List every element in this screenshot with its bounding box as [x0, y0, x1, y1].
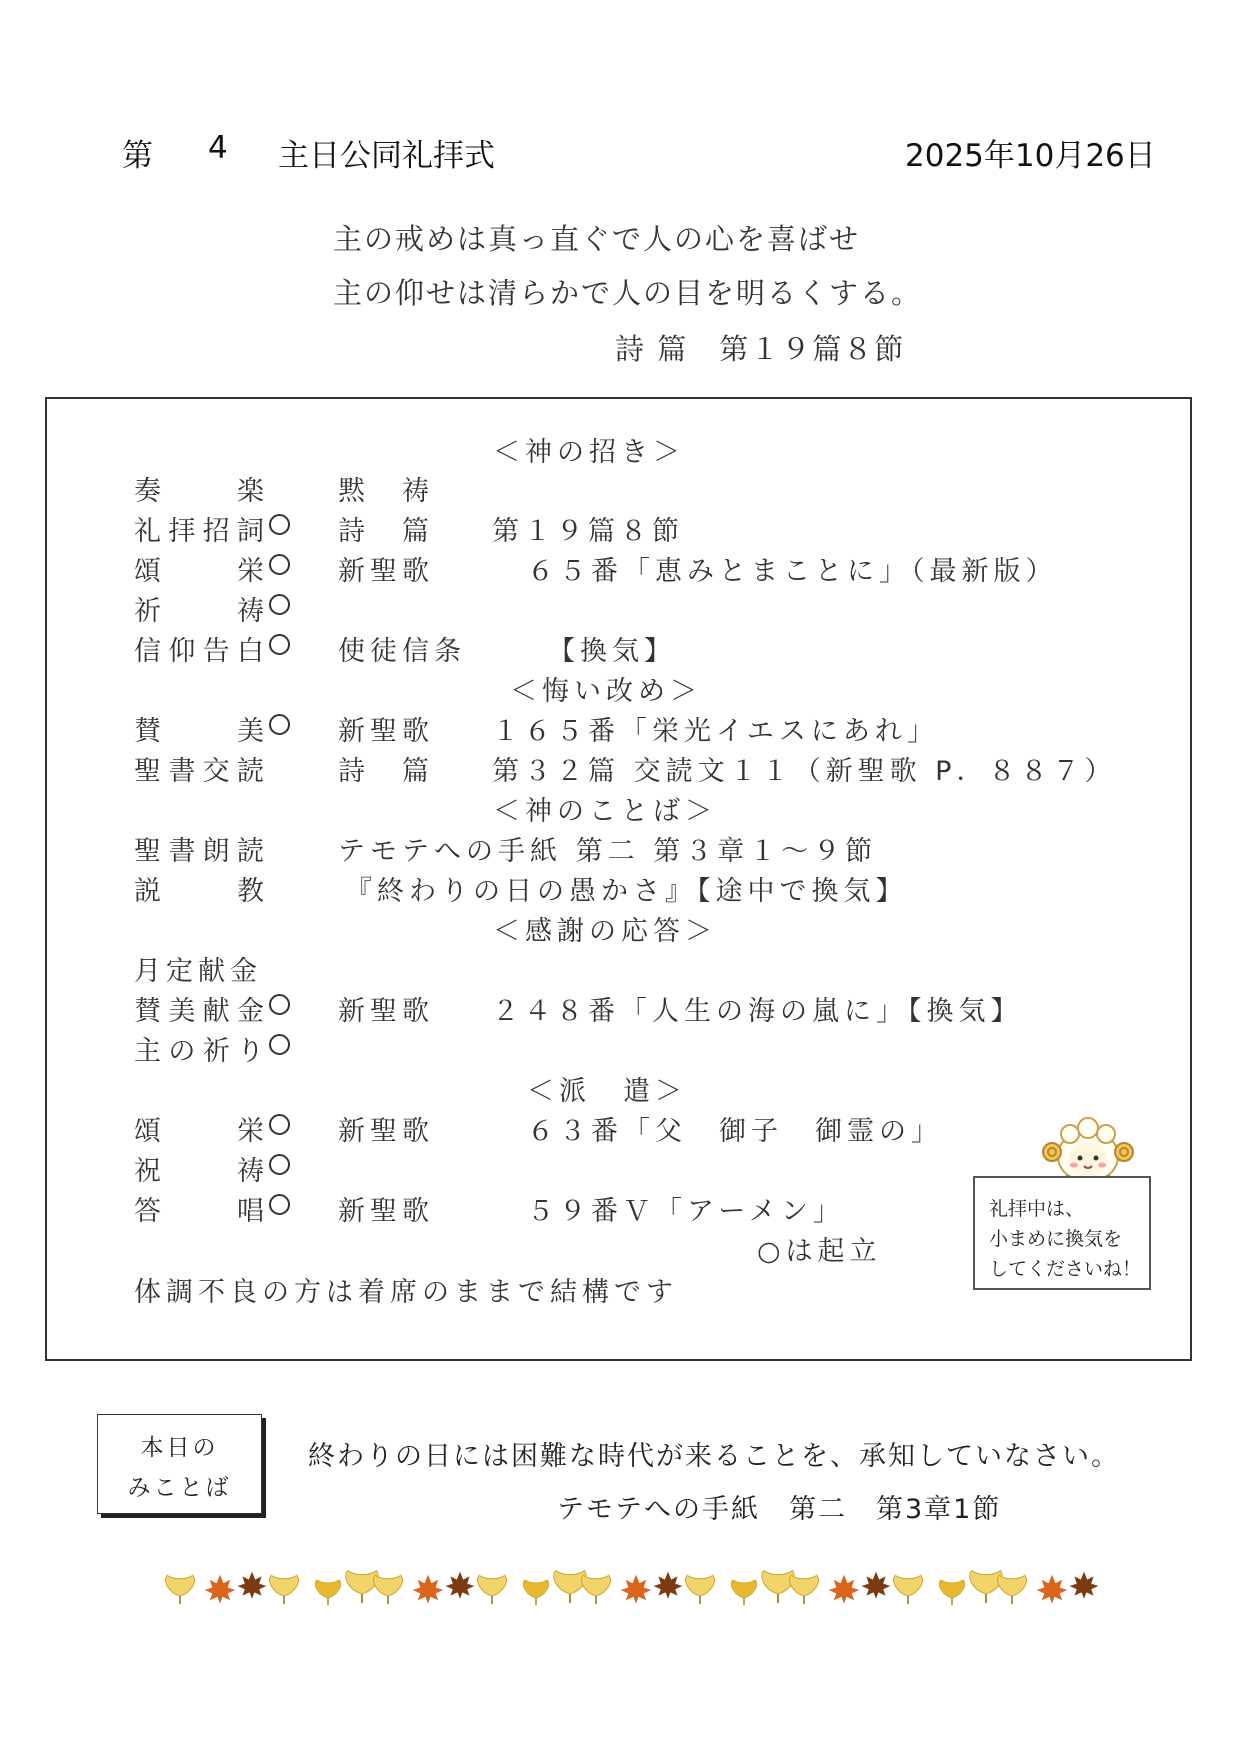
maple-leaf-icon [446, 1572, 475, 1599]
order-row-responsive-reading: 聖書交読 詩 篇 第３２篇 交読文１１（新聖歌 P．８８７） [134, 756, 1117, 787]
service-prefix: 第 [122, 138, 153, 174]
maple-leaf-icon [829, 1575, 860, 1604]
standing-mark-icon [269, 1034, 290, 1055]
ginkgo-leaf-icon [374, 1575, 403, 1604]
todays-verse: 終わりの日には困難な時代が来ることを、承知していなさい。 [308, 1441, 1120, 1472]
standing-mark-icon [269, 1114, 290, 1135]
order-row-creed: 信仰告白 使徒信条 【換気】 [134, 636, 676, 667]
order-row-scripture: 聖書朗読 テモテへの手紙 第二 第３章１～９節 [134, 836, 878, 867]
standing-mark-icon [269, 1154, 290, 1175]
maple-leaf-icon [205, 1575, 236, 1604]
standing-mark-icon [269, 994, 290, 1015]
order-row-doxology-2: 頌栄 新聖歌 ６３番「父 御子 御霊の」 [134, 1116, 943, 1147]
order-row-offering-praise: 賛美献金 新聖歌 ２４８番「人生の海の嵐に」【換気】 [134, 996, 1023, 1027]
order-row-monthly-offering: 月定献金 [134, 956, 262, 987]
maple-leaf-icon [238, 1572, 267, 1599]
todays-word-label-box: 本日の みことば [97, 1414, 262, 1514]
section-heading-word: ＜神のことば＞ [493, 796, 717, 827]
ginkgo-leaf-icon [686, 1575, 715, 1604]
order-row-praise: 賛美 新聖歌 １６５番「栄光イエスにあれ」 [134, 716, 939, 747]
ginkgo-leaf-icon [523, 1580, 548, 1605]
order-row-benediction: 祝祷 [0, 1149, 900, 1189]
standing-note: ○は起立 [757, 1236, 882, 1267]
health-note: 体調不良の方は着席のままで結構です [134, 1277, 678, 1308]
ventilation-callout: 礼拝中は、 小まめに換気を してくださいね！ [973, 1176, 1151, 1290]
standing-mark-icon [269, 554, 290, 575]
order-row-lords-prayer: 主の祈り [0, 1029, 1100, 1069]
ginkgo-leaf-icon [166, 1575, 195, 1604]
service-date: 2025年10月26日 [905, 138, 1156, 174]
ginkgo-leaf-icon [970, 1571, 1002, 1603]
sheep-mascot-icon [1038, 1112, 1138, 1184]
ginkgo-leaf-icon [554, 1571, 586, 1603]
order-row-prayer: 祈祷 [0, 589, 1100, 629]
section-heading-repentance: ＜悔い改め＞ [510, 676, 702, 707]
section-heading-response: ＜感謝の応答＞ [493, 916, 717, 947]
todays-verse-reference: テモテへの手紙 第二 第3章1節 [557, 1494, 1002, 1525]
order-row-prelude: 奏楽 黙 祷 [134, 476, 434, 507]
order-row-call-to-worship: 礼拝招詞 詩 篇 第１９篇８節 [134, 516, 684, 547]
ginkgo-leaf-icon [731, 1580, 756, 1605]
maple-leaf-icon [862, 1572, 891, 1599]
ginkgo-leaf-icon [582, 1575, 611, 1604]
ginkgo-leaf-icon [998, 1575, 1027, 1604]
ginkgo-leaf-icon [939, 1580, 964, 1605]
maple-leaf-icon [413, 1575, 444, 1604]
standing-mark-icon [269, 634, 290, 655]
epigraph-line-1: 主の戒めは真っ直ぐで人の心を喜ばせ [333, 222, 861, 256]
ginkgo-leaf-icon [346, 1571, 378, 1603]
service-title: 主日公同礼拝式 [278, 138, 495, 174]
maple-leaf-icon [621, 1575, 652, 1604]
ginkgo-leaf-icon [478, 1575, 507, 1604]
order-row-doxology: 頌栄 新聖歌 ６５番「恵みとまことに」（最新版） [134, 556, 1058, 587]
section-heading-sending: ＜派 遣＞ [527, 1076, 687, 1107]
standing-mark-icon [269, 514, 290, 535]
autumn-leaves-border [160, 1560, 1100, 1616]
service-number: 4 [208, 130, 228, 166]
section-heading-call: ＜神の招き＞ [493, 437, 685, 468]
maple-leaf-icon [1070, 1572, 1099, 1599]
order-row-sermon: 説教 『終わりの日の愚かさ』【途中で換気】 [134, 876, 908, 907]
ginkgo-leaf-icon [315, 1580, 340, 1605]
standing-mark-icon [269, 714, 290, 735]
order-row-amen: 答唱 新聖歌 ５９番Ｖ「アーメン」 [134, 1196, 845, 1227]
ginkgo-leaf-icon [762, 1571, 794, 1603]
epigraph-reference: 詩 篇 第１９篇８節 [615, 332, 906, 366]
epigraph-line-2: 主の仰せは清らかで人の目を明るくする。 [333, 276, 923, 310]
maple-leaf-icon [1037, 1575, 1068, 1604]
standing-mark-icon [269, 594, 290, 615]
ginkgo-leaf-icon [894, 1575, 923, 1604]
maple-leaf-icon [654, 1572, 683, 1599]
standing-mark-icon [269, 1194, 290, 1215]
ginkgo-leaf-icon [790, 1575, 819, 1604]
ginkgo-leaf-icon [270, 1575, 299, 1604]
